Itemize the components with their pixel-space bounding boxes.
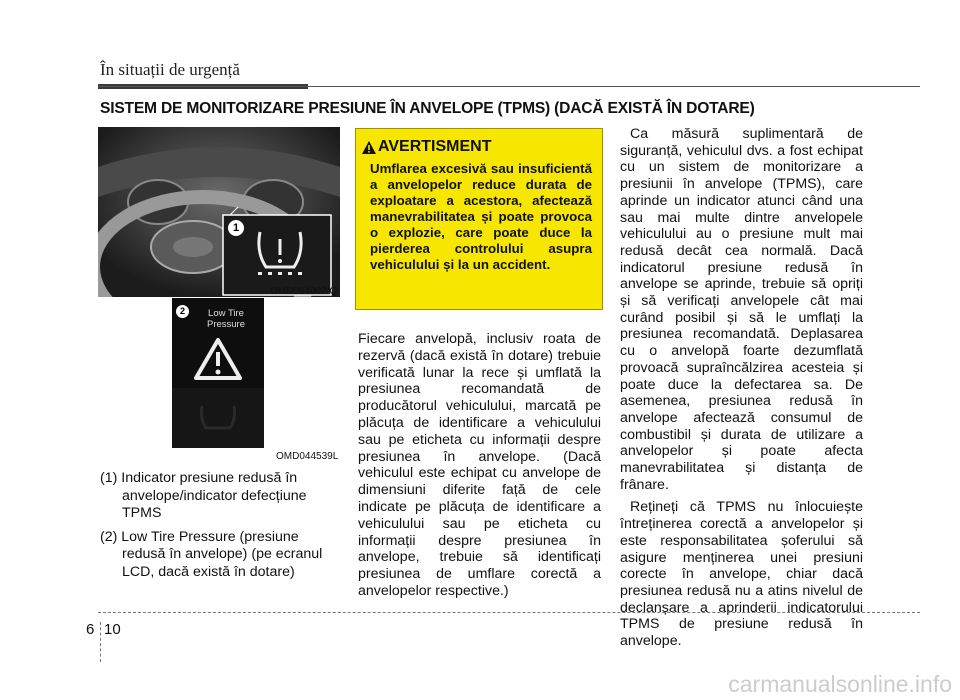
- warning-title: AVERTISMENT: [378, 138, 492, 155]
- figure1-badge: 1: [228, 220, 244, 236]
- figure1-code: OMD064002/Q: [270, 286, 338, 297]
- page-number: 10: [104, 621, 121, 638]
- tpms-paragraph-1: Ca măsură suplimentară de siguranță, vehiculul dvs. a fost echipat cu un sistem de monitorizare a presiunii în anvelope (TPMS), care aprinde un indicator atunci când una sau mai multe dintre anvelopele vehiculului au o presiune mult mai redusă decât cea normală. Dacă indicatorul presiune redusă în anvelope se aprinde, trebuie să opriți și să verificați anvelopele cât mai curând posibil și să le umflați la presiunea recomandată. Deplasarea cu o anvelopă foarte dezumflată provoacă supraîncălzirea acesteia și poate duce la defectarea sa. De asemenea, presiunea redusă în anvelope afectează consumul de combustibil și durata de utilizare a anvelopelor și poate afecta manevrabilitatea și distanța de frânare.: [620, 126, 863, 493]
- watermark: carmanualsonline.info: [728, 671, 952, 697]
- footer-rule: [98, 612, 920, 613]
- warning-box: [355, 128, 603, 310]
- figure2-badge: 2: [176, 305, 189, 318]
- caption-2: (2) Low Tire Pressure (presiune redusă în anvelope) (pe ecranul LCD, dacă există în dotare): [100, 528, 323, 580]
- warning-triangle-icon: [362, 141, 376, 154]
- footer-divider: [100, 622, 101, 662]
- figure-captions: [100, 470, 340, 587]
- lcd-text: Low Tire Pressure: [206, 308, 245, 330]
- warning-body: Umflarea excesivă sau insuficientă a anvelopelor reduce durata de exploatare a acestora, afectează manevrabilitatea și poate provoca o explozie, care poate duce la pierderea controlului asupra vehiculului și la un accident.: [370, 161, 592, 272]
- header-rule: [98, 86, 920, 87]
- caption-1: (1) Indicator presiune redusă în anvelope/indicator defecțiune TPMS: [100, 470, 307, 521]
- tpms-paragraph-2: Rețineți că TPMS nu înlocuiește întreținerea corectă a anvelopelor și este responsabilitatea șoferului să asigure menținerea unei presiuni corecte în anvelope, chiar dacă presiunea redusă nu a atins nivelul de declanșare a aprinderii indicatorului TPMS de presiune redusă în anvelope.: [620, 499, 863, 650]
- section-header: În situații de urgență: [100, 60, 240, 79]
- page-title: SISTEM DE MONITORIZARE PRESIUNE ÎN ANVELOPE (TPMS) (DACĂ EXISTĂ ÎN DOTARE): [100, 100, 755, 117]
- chapter-number: 6: [86, 621, 95, 638]
- tpms-description: [620, 126, 863, 656]
- dashboard-photo: [98, 127, 340, 297]
- inspection-paragraph: Fiecare anvelopă, inclusiv roata de rezervă (dacă există în dotare) trebuie verificată lunar la rece și umflată la presiunea recomandată de producătorul vehiculului, marcată pe plăcuța de identificare a vehiculului sau pe eticheta cu informații despre presiunea în anvelope. (Dacă vehiculul este echipat cu anvelope de dimensiuni diferite față de cele indicate pe plăcuța de identificare a vehiculului sau pe eticheta cu informații despre presiunea în anvelope, trebuie să identificați presiunea de umflare corectă a anvelopelor respective.): [358, 331, 601, 599]
- figure2-code: OMD044539L: [276, 451, 339, 462]
